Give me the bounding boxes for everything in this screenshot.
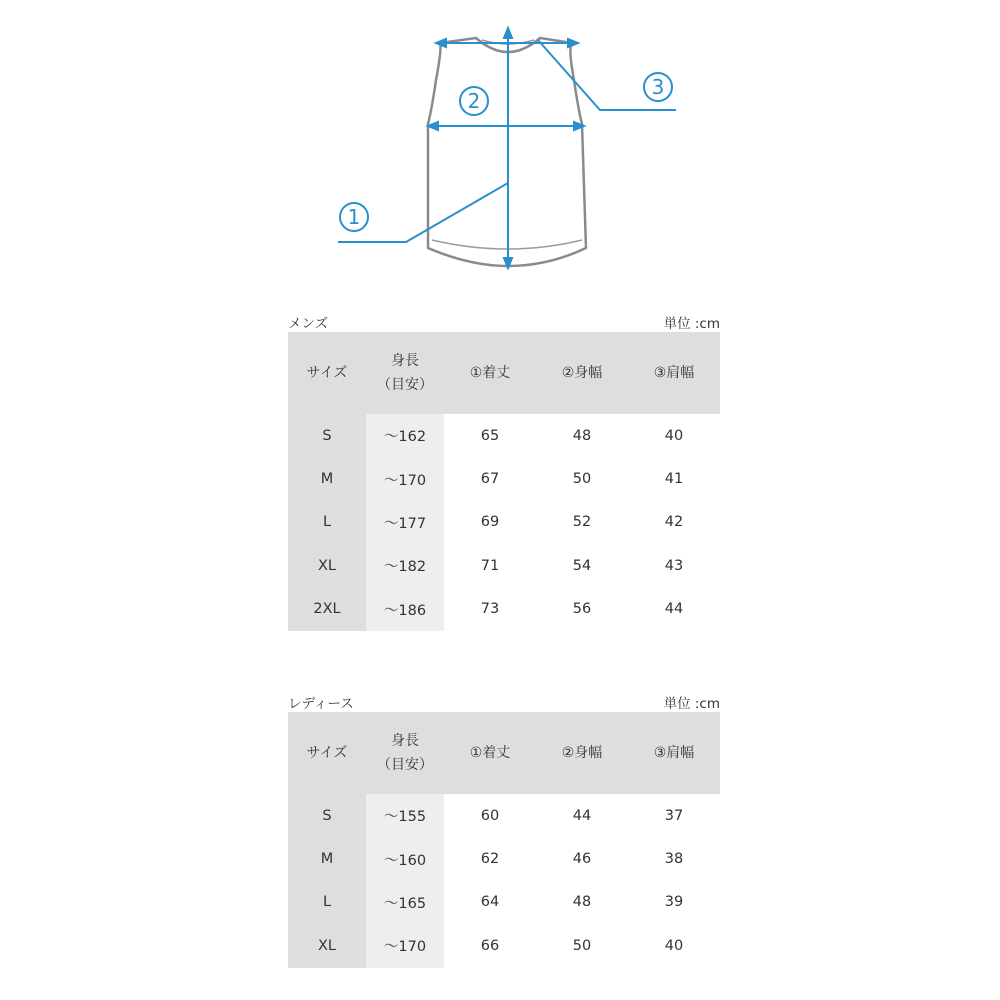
ladies-size-table: [288, 712, 720, 968]
unit-label: 単位 :cm: [663, 696, 720, 712]
cell-length: 66: [480, 937, 500, 954]
header-size: サイズ: [288, 712, 366, 794]
header-shoulder-width: ③肩幅: [628, 332, 720, 414]
header-body-width: ②身幅: [536, 712, 628, 794]
table-row: [288, 794, 720, 837]
cell-size: L: [288, 881, 366, 924]
cell-height: ～162: [366, 414, 444, 457]
cell-height: ～155: [366, 794, 444, 837]
svg-text:2: 2: [467, 89, 481, 113]
label-3-icon: [644, 73, 672, 101]
cell-body-width: 50: [572, 937, 592, 954]
cell-shoulder-width: 37: [664, 807, 684, 824]
mens-size-table: [288, 332, 720, 631]
cell-size: XL: [288, 544, 366, 587]
header-shoulder-width: ③肩幅: [628, 712, 720, 794]
cell-body-width: 48: [572, 894, 592, 911]
cell-body-width: 56: [572, 601, 592, 618]
table-row: [288, 544, 720, 587]
cell-size: S: [288, 794, 366, 837]
cell-length: 60: [480, 807, 500, 824]
cell-height: ～186: [366, 588, 444, 631]
cell-body-width: 52: [572, 514, 592, 531]
section-title: レディース: [288, 696, 354, 712]
svg-text:1: 1: [347, 205, 361, 229]
label-1-icon: [340, 203, 368, 231]
cell-length: 65: [480, 427, 500, 444]
unit-label: 単位 :cm: [663, 316, 720, 332]
cell-shoulder-width: 44: [664, 601, 684, 618]
cell-shoulder-width: 39: [664, 894, 684, 911]
cell-height: ～177: [366, 501, 444, 544]
cell-shoulder-width: 42: [664, 514, 684, 531]
header-height: 身長 （目安）: [366, 712, 444, 794]
header-length: ①着丈: [444, 332, 536, 414]
cell-size: M: [288, 457, 366, 500]
table-row: [288, 837, 720, 880]
header-height: 身長 （目安）: [366, 332, 444, 414]
garment-diagram: [0, 0, 1000, 290]
table-row: [288, 457, 720, 500]
cell-size: 2XL: [288, 588, 366, 631]
cell-length: 67: [480, 471, 500, 488]
cell-shoulder-width: 40: [664, 937, 684, 954]
cell-body-width: 44: [572, 807, 592, 824]
cell-height: ～160: [366, 837, 444, 880]
section-title: メンズ: [288, 316, 329, 332]
header-body-width: ②身幅: [536, 332, 628, 414]
cell-size: S: [288, 414, 366, 457]
header-length: ①着丈: [444, 712, 536, 794]
cell-length: 71: [480, 557, 500, 574]
table-header-row: [288, 712, 720, 794]
header-size: サイズ: [288, 332, 366, 414]
cell-height: ～170: [366, 457, 444, 500]
table-row: [288, 881, 720, 924]
cell-body-width: 48: [572, 427, 592, 444]
svg-text:3: 3: [651, 75, 665, 99]
cell-shoulder-width: 41: [664, 471, 684, 488]
section-header: [288, 690, 720, 712]
label-2-icon: [460, 87, 488, 115]
table-row: [288, 414, 720, 457]
cell-size: L: [288, 501, 366, 544]
cell-length: 64: [480, 894, 500, 911]
cell-shoulder-width: 43: [664, 557, 684, 574]
cell-body-width: 50: [572, 471, 592, 488]
arrow-head: [568, 39, 578, 47]
cell-size: M: [288, 837, 366, 880]
cell-length: 62: [480, 851, 500, 868]
ladies-size-section: [288, 690, 720, 968]
table-row: [288, 501, 720, 544]
arrow-head: [436, 39, 446, 47]
table-row: [288, 588, 720, 631]
mens-size-section: [288, 310, 720, 631]
arrow-head: [504, 28, 512, 38]
cell-shoulder-width: 38: [664, 851, 684, 868]
section-header: [288, 310, 720, 332]
table-header-row: [288, 332, 720, 414]
cell-body-width: 54: [572, 557, 592, 574]
cell-height: ～170: [366, 924, 444, 967]
cell-length: 69: [480, 514, 500, 531]
cell-size: XL: [288, 924, 366, 967]
table-row: [288, 924, 720, 967]
cell-height: ～165: [366, 881, 444, 924]
cell-length: 73: [480, 601, 500, 618]
cell-body-width: 46: [572, 851, 592, 868]
cell-shoulder-width: 40: [664, 427, 684, 444]
cell-height: ～182: [366, 544, 444, 587]
